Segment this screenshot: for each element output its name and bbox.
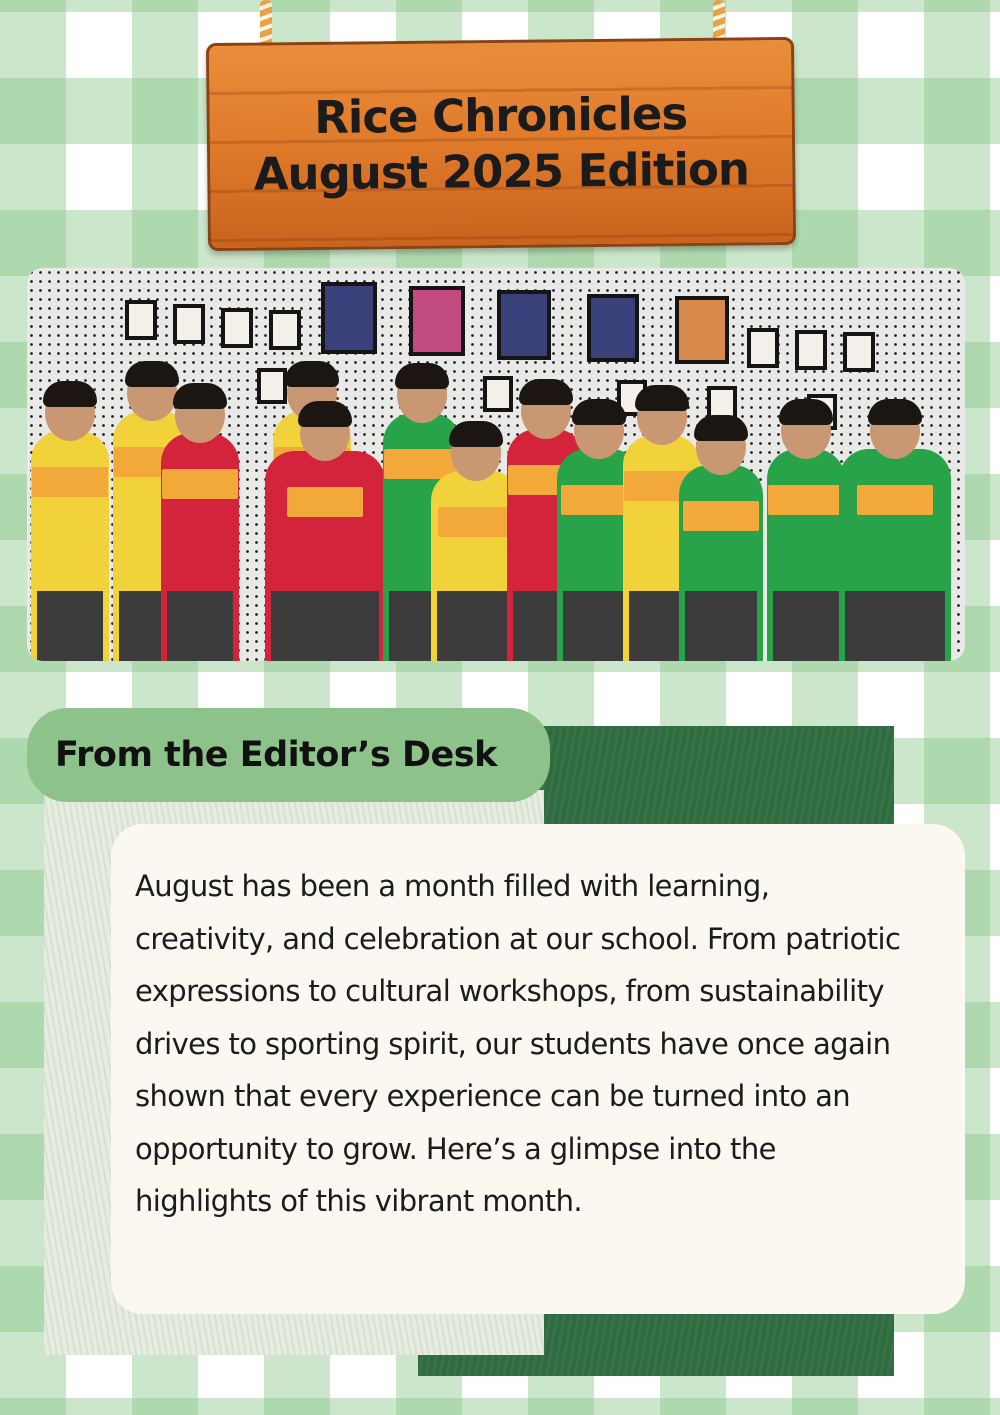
artwork-frame [257,368,287,404]
masthead-title: Rice Chronicles [313,87,688,144]
artwork-frame [795,330,827,370]
artwork-frame [747,328,779,368]
artwork-frame [125,300,157,340]
artwork-frame [409,286,465,356]
editor-heading: From the Editor’s Desk [55,735,497,775]
artwork-frame [497,290,551,360]
artwork-frame [587,294,639,362]
artwork-frame [321,282,377,354]
editor-body-text: August has been a month filled with learning, creativity, and celebration at our school. From patriotic expressions to cultural workshops, from sustainability drives to sporting spirit, our students have once again shown that every experience can be turned into an opportunity to grow. Here’s a glimpse into the highlights of this vibrant month. [135,869,901,1218]
student [31,431,109,661]
student [265,451,385,661]
student [679,465,763,661]
editor-heading-pill [27,708,550,802]
masthead-edition: August 2025 Edition [253,142,750,201]
student [161,433,239,661]
student [839,449,951,661]
artwork-frame [269,310,301,350]
class-photo [27,268,965,661]
student [767,449,845,661]
artwork-frame [173,304,205,344]
artwork-frame [843,332,875,372]
artwork-frame [483,376,513,412]
masthead-sign [206,37,796,251]
artwork-frame [675,296,729,364]
editor-card [111,824,965,1314]
artwork-frame [221,308,253,348]
